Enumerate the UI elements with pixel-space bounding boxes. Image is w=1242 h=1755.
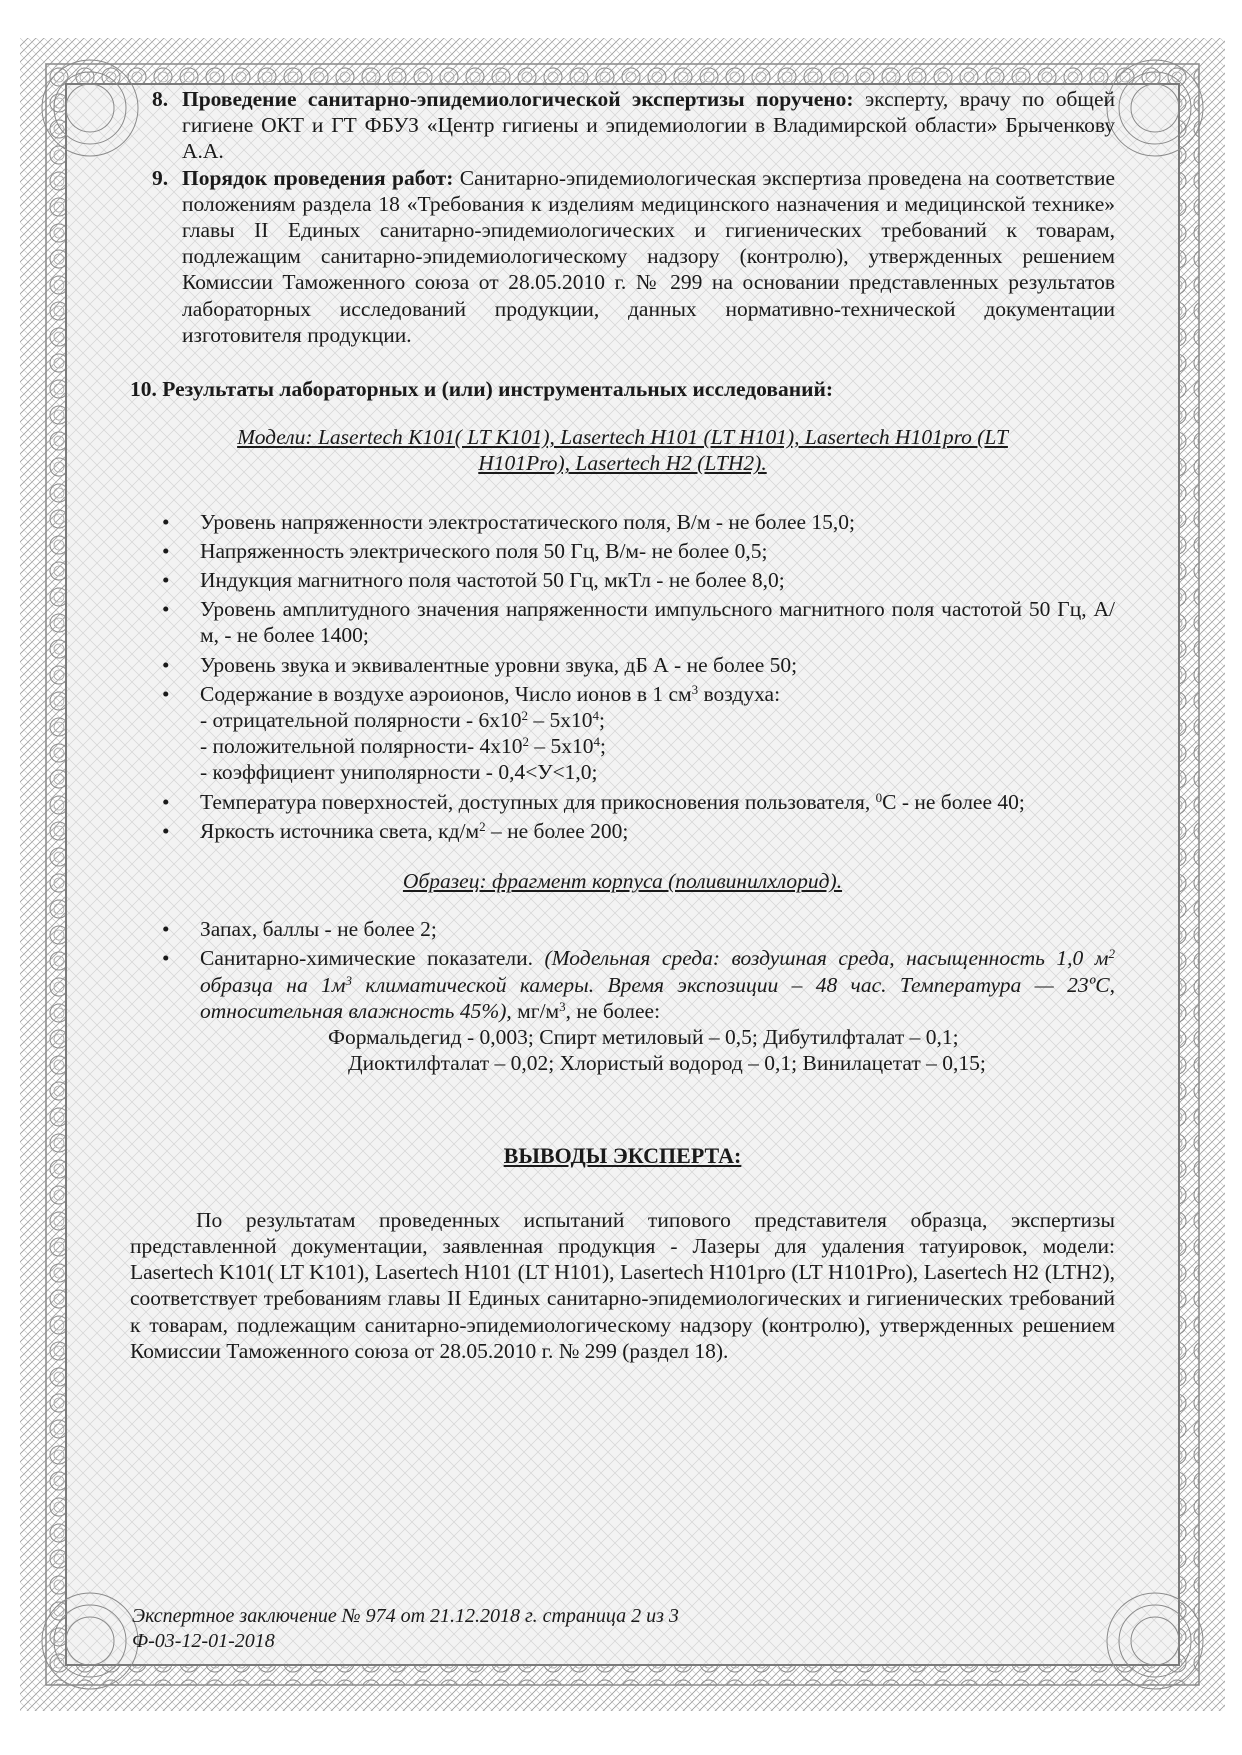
section-9-title: Порядок проведения работ: [182,165,454,190]
list-item-text: Напряженность электрического поля 50 Гц, В/м- не более 0,5; [200,538,768,563]
section-8-text: эксперту, врачу по общей гигиене ОКТ и ГТ ФБУЗ «Центр гигиены и эпидемиологии в Владимирской области» Брыченкову А.А. [182,87,1115,164]
list-item-text: Уровень звука и эквивалентные уровни звука, дБ А - не более 50; [200,652,798,677]
list-item-chemistry: • Санитарно-химические показатели. (Модельная среда: воздушная среда, насыщенность 1,0 $м^2$ образца на $1м^3$ климатической камеры. Время экспозиции – 48 час. Температура — 23ºС, относительная влажность 45%), $мг/м^3$, не более: Формальдегид - 0,003; Спирт метиловый – 0,5; Дибутилфталат – 0,1; Диоктилфталат – 0,02; Хлористый водород – 0,1; Винилацетат – 0,15; [162,946,1115,1076]
aeroions-coefficient: - коэффициент униполярности - 0,4<У<1,0; [200,760,598,785]
bullet-icon: • [162,917,170,942]
bullet-icon: • [162,509,170,534]
aeroions-positive: - положительной полярности- $4х10^2 - 5х10^4$; [200,734,607,759]
section-9-text: Санитарно-эпидемиологическая экспертиза проведена на соответствие положениям раздела 18 «Требования к изделиям медицинского назначения и медицинской технике» главы II Единых санитарно-эпидемиологических и гигиенических требований к товарам, подлежащим санитарно-эпидемиологическому надзору (контролю), утвержденных решением Комиссии Таможенного союза от 28.05.2010 г. № 299 на основании представленных результатов лабораторных исследований продукции, данных нормативно-технической документации изготовителя продукции. [182,165,1115,347]
section-10-title: Результаты лабораторных и (или) инструментальных исследований: [162,377,834,402]
bullet-icon: • [162,681,170,706]
list-item-temperature: • Температура поверхностей, доступных для прикосновения пользователя, $^0$С - не более 40; [162,789,1025,814]
section-10-number: 10. [130,377,157,402]
aeroions-lead: Содержание в воздухе аэроионов, Число ионов в 1 $см^3$ воздуха: [200,681,781,706]
bullet-icon: • [162,789,170,814]
list-item-brightness: • Яркость источника света, $кд/м^2$ – не более 200; [162,818,629,843]
list-item [130,596,1115,648]
section-8-number: 8. [152,87,169,111]
bullet-icon: • [162,597,170,622]
footer-reference: Экспертное заключение № 974 от 21.12.2018 г. страница 2 из 3 [132,1605,679,1627]
models-line-1: Модели: Lasertech K101( LT K101), Lasertech H101 (LT H101), Lasertech H101pro (LT [237,425,1008,450]
conclusion-heading: ВЫВОДЫ ЭКСПЕРТА: [503,1142,742,1168]
chem-values-line-1: Формальдегид - 0,003; Спирт метиловый – 0,5; Дибутилфталат – 0,1; [328,1025,959,1050]
section-9-number: 9. [152,165,169,190]
section-10-heading [130,376,1115,402]
section-8-title: Проведение санитарно-эпидемиологической экспертизы поручено: [182,87,854,111]
list-item [130,538,1115,564]
sample-list [130,916,1115,1076]
list-item-aeroions [130,681,1115,786]
aeroions-negative: - отрицательной полярности - $6х10^2 - 5х10^4$; [200,708,605,733]
sample-caption: Образец: фрагмент корпуса (поливинилхлорид). [402,869,843,894]
bullet-icon: • [162,818,170,843]
list-item [130,509,1115,535]
document-body [130,86,1115,1364]
list-item-text: Уровень напряженности электростатического поля, В/м - не более 15,0; [200,509,856,534]
bullet-icon: • [162,652,170,677]
list-item [130,652,1115,678]
page-footer [132,1604,679,1654]
bullet-icon: • [162,538,170,563]
bullet-icon: • [162,568,170,593]
list-item-text: Индукция магнитного поля частотой 50 Гц, мкТл - не более 8,0; [200,568,785,593]
footer-form-code: Ф-03-12-01-2018 [132,1630,275,1652]
bullet-icon: • [162,946,170,971]
list-item-text: Уровень амплитудного значения напряженности импульсного магнитного поля частотой 50 Гц, А/м, - не более 1400; [200,597,1115,648]
list-item-smell: • Запах, баллы - не более 2; [162,917,437,942]
list-item [130,567,1115,593]
section-9 [130,165,1115,348]
section-8 [130,86,1115,165]
chem-values-line-2: Диоктилфталат – 0,02; Хлористый водород – 0,1; Винилацетат – 0,15; [348,1051,986,1076]
requirements-list [130,509,1115,844]
conclusion-text: По результатам проведенных испытаний типового представителя образца, экспертизы представленной документации, заявленная продукция - Лазеры для удаления татуировок, модели: Lasertech K101( LT K101), Lasertech H101 (LT H101), Lasertech H101pro (LT H101Pro), Lasertech H2 (LTH2), соответствует требованиям главы II Единых санитарно-эпидемиологических и гигиенических требований к товарам, подлежащим санитарно-эпидемиологическому надзору (контролю), утвержденных решением Комиссии Таможенного союза от 28.05.2010 г. № 299 (раздел 18). [130,1207,1115,1363]
models-caption [130,424,1115,476]
models-line-2: H101Pro), Lasertech H2 (LTH2). [478,451,767,476]
